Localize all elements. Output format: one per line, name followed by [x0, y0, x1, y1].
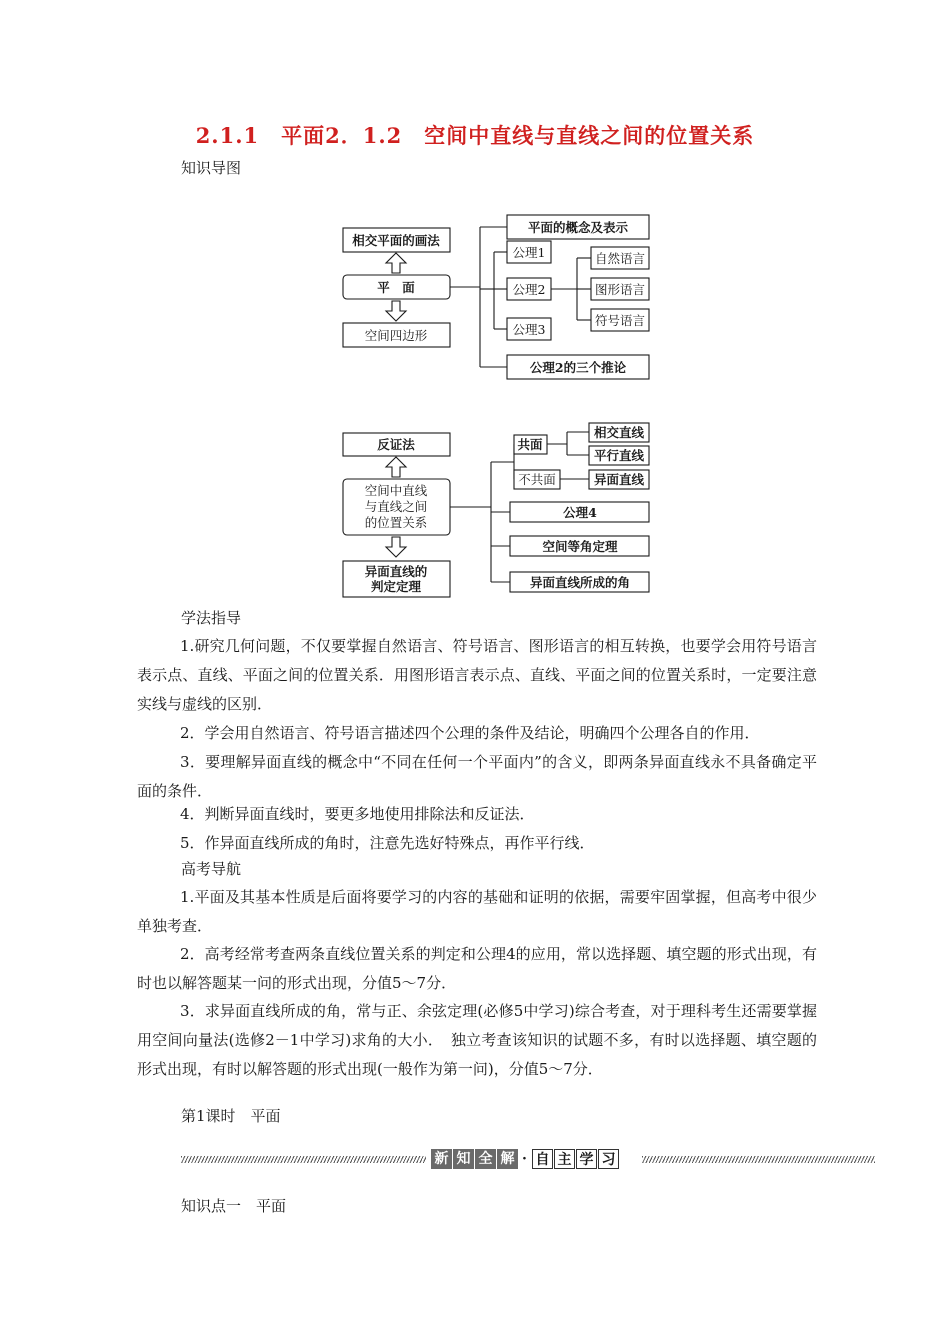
heading-knowledge-point-1: 知识点一 平面: [181, 1197, 287, 1215]
text-center-line-1: 空间中直线: [364, 483, 428, 498]
text-skew-theorem-line-1: 异面直线的: [364, 564, 428, 579]
knowledge-map-plane: [0, 0, 950, 400]
banner-char: 主: [554, 1149, 575, 1169]
text-graphic-language: 图形语言: [594, 282, 646, 297]
heading-exam-guide: 高考导航: [181, 860, 242, 878]
method-paragraph-2: 2．学会用自然语言、符号语言描述四个公理的条件及结论，明确四个公理各自的作用．: [180, 724, 760, 742]
text-skew-lines: 异面直线: [593, 472, 645, 487]
heading-study-method: 学法指导: [181, 609, 242, 627]
method-paragraph-4: 4．判断异面直线时，要更多地使用排除法和反证法．: [180, 805, 535, 823]
banner-char: 学: [576, 1149, 597, 1169]
text-coplanar: 共面: [517, 437, 543, 452]
text-center-line-2: 与直线之间: [364, 499, 428, 514]
down-arrow-icon: [386, 301, 406, 321]
document-title: 2.1.1 平面2．1.2 空间中直线与直线之间的位置关系: [195, 123, 755, 148]
text-skew-lines-angle: 异面直线所成的角: [529, 575, 631, 590]
text-noncoplanar: 不共面: [518, 472, 556, 487]
method-paragraph-5: 5．作异面直线所成的角时，注意先选好特殊点，再作平行线．: [180, 834, 595, 852]
text-skew-theorem-line-2: 判定定理: [370, 579, 422, 594]
banner-char: 新: [431, 1149, 452, 1169]
section-banner: [181, 1147, 875, 1173]
text-center-line-3: 的位置关系: [364, 515, 428, 530]
up-arrow-icon: [386, 253, 406, 273]
banner-char: 知: [453, 1149, 474, 1169]
exam-paragraph-1: 1.平面及其基本性质是后面将要学习的内容的基础和证明的依据，需要牢固掌握，但高考中很少单独考查．: [137, 888, 817, 935]
text-axiom-1: 公理1: [512, 245, 546, 260]
knowledge-map-lines: [0, 400, 950, 600]
text-space-quadrilateral: 空间四边形: [364, 328, 428, 343]
text-plane-concept: 平面的概念及表示: [527, 220, 629, 235]
method-paragraph-1: 1.研究几何问题，不仅要掌握自然语言、符号语言、图形语言的相互转换，也要学会用符号语言表示点、直线、平面之间的位置关系．用图形语言表示点、直线、平面之间的位置关系时，一定要注意实线与虚线的区别．: [137, 637, 817, 713]
exam-paragraph-2: 2．高考经常考查两条直线位置关系的判定和公理4的应用，常以选择题、填空题的形式出现，有时也以解答题某一问的形式出现，分值5～7分．: [137, 945, 817, 992]
banner-char: 习: [598, 1149, 619, 1169]
text-axiom-3: 公理3: [512, 322, 546, 337]
banner-separator: ·: [522, 1151, 527, 1167]
text-intersecting-lines: 相交直线: [593, 425, 645, 440]
text-intersecting-planes: 相交平面的画法: [352, 233, 440, 248]
up-arrow-icon: [386, 457, 406, 477]
banner-hatch-left: [181, 1156, 426, 1163]
text-axiom-2: 公理2: [512, 282, 546, 297]
heading-knowledge-map: 知识导图: [181, 159, 242, 177]
text-natural-language: 自然语言: [594, 251, 646, 266]
banner-hatch-right: [642, 1156, 875, 1163]
banner-char: 解: [497, 1149, 518, 1169]
text-proof-by-contradiction: 反证法: [377, 437, 415, 452]
down-arrow-icon: [386, 537, 406, 557]
text-plane-center: 平 面: [377, 280, 415, 295]
text-axiom-2-corollaries: 公理2的三个推论: [529, 360, 627, 375]
text-symbolic-language: 符号语言: [594, 313, 646, 328]
banner-char: 自: [532, 1149, 553, 1169]
exam-paragraph-3: 3．求异面直线所成的角，常与正、余弦定理(必修5中学习)综合考查，对于理科考生还需要掌握用空间向量法(选修2－1中学习)求角的大小． 独立考查该知识的试题不多，有时以选择题、填空题的形式出现，有时以解答题的形式出现(一般作为第一问)，分值5～7分．: [137, 1002, 817, 1078]
heading-lesson-1: 第1课时 平面: [181, 1107, 281, 1125]
method-paragraph-3: 3．要理解异面直线的概念中“不同在任何一个平面内”的含义，即两条异面直线永不具备确定平面的条件．: [137, 753, 817, 800]
text-axiom-4: 公理4: [563, 505, 597, 520]
banner-new-knowledge: [431, 1149, 519, 1169]
text-equal-angle-theorem: 空间等角定理: [542, 539, 618, 554]
banner-self-study: [532, 1149, 620, 1169]
text-parallel-lines: 平行直线: [593, 448, 645, 463]
banner-char: 全: [475, 1149, 496, 1169]
